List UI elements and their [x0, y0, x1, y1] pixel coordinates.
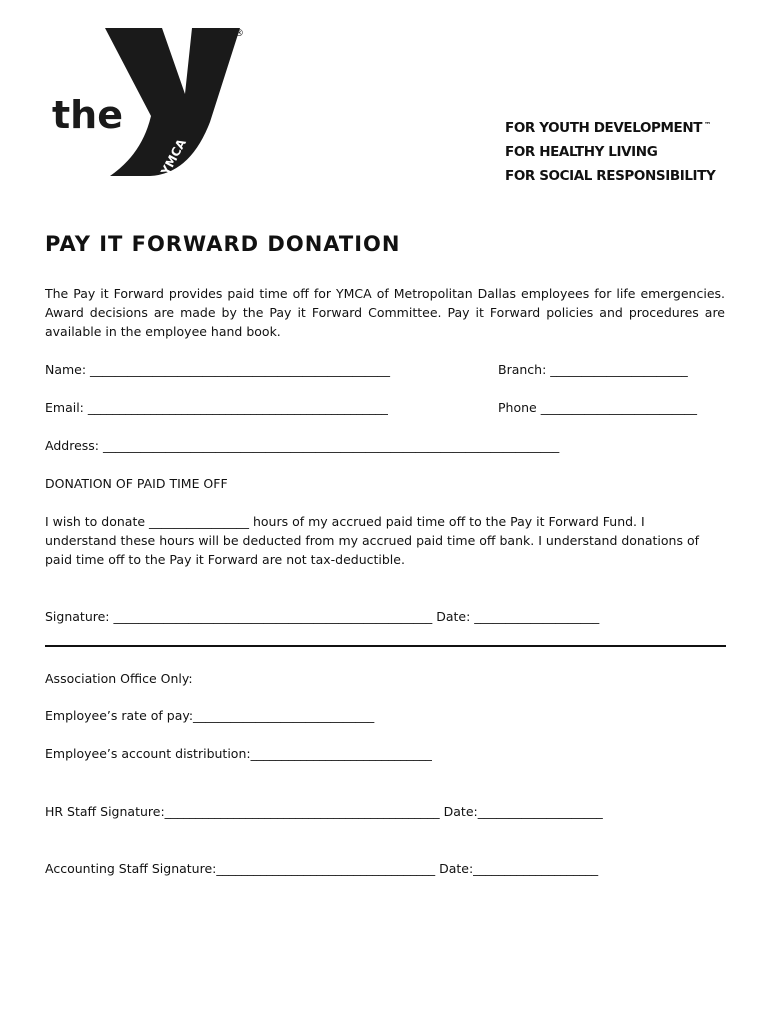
registered-mark: ® [234, 28, 244, 39]
logo-the-text: the [52, 93, 123, 137]
donate-line-2: understand these hours will be deducted from my accrued paid time off bank. I understand donations of [45, 533, 700, 548]
tagline-line-1: FOR YOUTH DEVELOPMENT ™ [505, 120, 711, 136]
account-distribution-field[interactable]: Employee’s account distribution:_____________________________ [45, 746, 432, 761]
branch-field[interactable]: Branch: ______________________ [498, 362, 688, 377]
tagline-line-2: FOR HEALTHY LIVING [505, 144, 658, 160]
page-title: PAY IT FORWARD DONATION [45, 232, 401, 256]
signature-field[interactable]: Signature: ___________________________________________________ Date: ____________________ [45, 609, 600, 624]
ymca-logo [50, 24, 260, 184]
address-field[interactable]: Address: _________________________________________________________________________ [45, 438, 560, 453]
hr-signature-field[interactable]: HR Staff Signature:____________________________________________ Date:____________________ [45, 804, 603, 819]
donate-line-1[interactable]: I wish to donate ________________ hours of my accrued paid time off to the Pay it Forward Fund. I [45, 514, 645, 529]
divider [45, 645, 726, 647]
logo-ymca-text: YMCA [158, 136, 189, 178]
rate-of-pay-field[interactable]: Employee’s rate of pay:_____________________________ [45, 708, 375, 723]
section-heading: DONATION OF PAID TIME OFF [45, 476, 228, 491]
tagline-line-3: FOR SOCIAL RESPONSIBILITY [505, 168, 716, 184]
accounting-signature-field[interactable]: Accounting Staff Signature:___________________________________ Date:____________________ [45, 861, 599, 876]
donate-line-3: paid time off to the Pay it Forward are not tax-deductible. [45, 552, 405, 567]
tagline [505, 116, 735, 188]
office-heading: Association Office Only: [45, 671, 193, 686]
name-field[interactable]: Name: ________________________________________________ [45, 362, 391, 377]
email-field[interactable]: Email: ________________________________________________ [45, 400, 388, 415]
intro-paragraph: The Pay it Forward provides paid time off for YMCA of Metropolitan Dallas employees for life emergencies. Award decisions are made by the Pay it Forward Committee. Pay it Forward policies and procedures are available in the employee hand book. [45, 286, 725, 339]
phone-field[interactable]: Phone _________________________ [498, 400, 697, 415]
trademark-mark: ™ [704, 121, 711, 129]
